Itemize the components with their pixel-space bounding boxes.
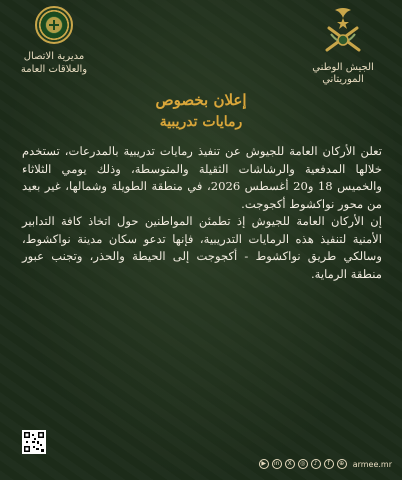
body-paragraph-1: تعلن الأركان العامة للجيوش عن تنفيذ رمايات تدريبية بالمدرعات، تستخدم خلالها المدفعية والرشاشات الثقيلة والمتوسطة، وذلك يومي الثلاثاء والخميس 18 و20 أغسطس 2026، في منطقة الطويلة وشمالها، غير بعيد من محور نواكشوط أكجوجت. bbox=[22, 144, 382, 211]
title-line2: رمايات تدريبية bbox=[159, 114, 243, 130]
linkedin-icon[interactable]: in bbox=[272, 459, 282, 469]
announcement-title bbox=[0, 90, 402, 132]
directorate-seal-icon bbox=[35, 6, 73, 44]
directorate-name-line2: والعلاقات العامة bbox=[20, 64, 88, 75]
army-logo-block bbox=[298, 4, 388, 86]
website-link[interactable]: armee.mr bbox=[352, 459, 392, 469]
army-name-line2: الموريتاني bbox=[322, 74, 364, 85]
facebook-icon[interactable]: f bbox=[324, 459, 334, 469]
title-line1: إعلان بخصوص bbox=[155, 91, 247, 109]
instagram-icon[interactable]: ◎ bbox=[298, 459, 308, 469]
header bbox=[0, 0, 402, 95]
army-emblem-icon bbox=[315, 4, 371, 60]
body-paragraph-2: إن الأركان العامة للجيوش إذ تطمئن المواطنين حول اتخاذ كافة التدابير الأمنية لتنفيذ هذه الرمايات التدريبية، فإنها تدعو سكان مدينة نواكشوط، وسالكي طريق نواكشوط - أكجوجت إلى الحيطة والحذر، وتجنب عبور منطقة الرماية. bbox=[22, 214, 382, 281]
army-name-line1: الجيش الوطني bbox=[312, 62, 374, 73]
footer-social-bar bbox=[259, 456, 392, 472]
web-icon[interactable]: ⊕ bbox=[337, 459, 347, 469]
directorate-logo-block bbox=[8, 6, 100, 76]
tiktok-icon[interactable]: ♪ bbox=[311, 459, 321, 469]
qr-code-icon[interactable] bbox=[22, 430, 46, 454]
x-icon[interactable]: X bbox=[285, 459, 295, 469]
announcement-body bbox=[22, 143, 382, 283]
youtube-icon[interactable]: ▶ bbox=[259, 459, 269, 469]
directorate-name-line1: مديرية الاتصال bbox=[23, 51, 85, 62]
